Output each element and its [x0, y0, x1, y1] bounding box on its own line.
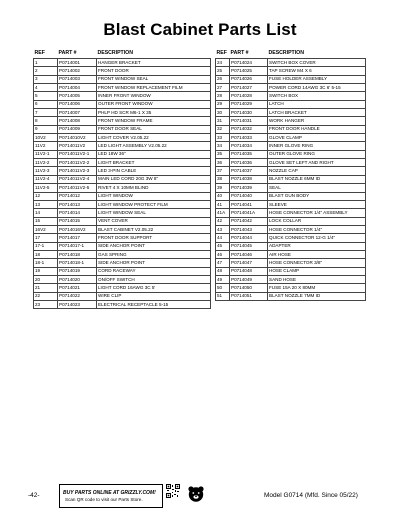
ref-cell: 27	[216, 84, 230, 92]
description-cell: FUSE 15A 20 X 80MM	[268, 284, 366, 292]
table-row	[34, 209, 211, 217]
description-cell: LIGHT BRACKET	[97, 159, 211, 167]
description-cell: OUTER FRONT WINDOW	[97, 100, 211, 108]
description-cell: GLOVE SET LEFT AND RIGHT	[268, 159, 366, 167]
part-number-cell: P0714014	[58, 209, 97, 217]
table-row	[34, 175, 211, 183]
description-cell: QUICK CONNECTOR 12-G 1/4"	[268, 234, 366, 242]
ref-cell: 46	[216, 250, 230, 258]
part-number-cell: P0714050	[230, 284, 268, 292]
part-number-cell: P0714037	[230, 167, 268, 175]
ref-cell: 15	[34, 217, 58, 225]
ref-cell: 7	[34, 109, 58, 117]
ref-cell: 16V2	[34, 225, 58, 233]
model-info: Model G0714 (Mfd. Since 05/22)	[264, 492, 358, 499]
description-cell: SLEEVE	[268, 200, 366, 208]
ref-cell: 11V2-4	[34, 175, 58, 183]
ref-cell: 36	[216, 159, 230, 167]
table-row	[34, 167, 211, 175]
description-cell: LIGHT COVER V2.05.22	[97, 134, 211, 142]
column-header-description: DESCRIPTION	[268, 50, 304, 56]
description-cell: POWER CORD 14AWG 3C 6' 5-15	[268, 84, 366, 92]
description-cell: FRONT DOOR HANDLE	[268, 125, 366, 133]
description-cell: SWITCH BOX	[268, 92, 366, 100]
description-cell: FRONT DOOR SEAL	[97, 125, 211, 133]
table-row	[34, 84, 211, 92]
description-cell: LIGHT WINDOW PROTECT FILM	[97, 200, 211, 208]
description-cell: GLOVE CLAMP	[268, 134, 366, 142]
description-cell: AIR HOSE	[268, 250, 366, 258]
table-row	[216, 209, 366, 217]
ref-cell: 28	[216, 92, 230, 100]
part-number-cell: P0714039	[230, 184, 268, 192]
table-row	[216, 184, 366, 192]
ref-cell: 20	[34, 275, 58, 283]
page-title: Blast Cabinet Parts List	[103, 20, 297, 39]
table-row	[216, 100, 366, 108]
part-number-cell: P0714025	[230, 67, 268, 75]
part-number-cell: P0714044	[230, 234, 268, 242]
part-number-cell: P0714002	[58, 67, 97, 75]
part-number-cell: P0714024	[230, 59, 268, 67]
table-row	[34, 117, 211, 125]
column-header-part: PART #	[58, 50, 77, 56]
part-number-cell: P0714043	[230, 225, 268, 233]
ref-cell: 11V2-1	[34, 150, 58, 158]
part-number-cell: P0714023	[58, 300, 97, 308]
table-row	[34, 75, 211, 83]
table-row	[34, 59, 211, 67]
description-cell: INNER FRONT WINDOW	[97, 92, 211, 100]
description-cell: LATCH BRACKET	[268, 109, 366, 117]
ref-cell: 51	[216, 292, 230, 300]
description-cell: FRONT DOOR	[97, 67, 211, 75]
table-row	[216, 192, 366, 200]
description-cell: INNER GLOVE RING	[268, 142, 366, 150]
ref-cell: 50	[216, 284, 230, 292]
part-number-cell: P0714019	[58, 267, 97, 275]
part-number-cell: P0714006	[58, 100, 97, 108]
description-cell: HOSE CONNECTOR 1/4" ASSEMBLY	[268, 209, 366, 217]
table-row	[34, 100, 211, 108]
part-number-cell: P0714022	[58, 292, 97, 300]
table-row	[216, 242, 366, 250]
table-row	[216, 67, 366, 75]
part-number-cell: P0714045	[230, 242, 268, 250]
table-row	[34, 292, 211, 300]
table-row	[34, 242, 211, 250]
ref-cell: 44	[216, 234, 230, 242]
part-number-cell: P0714012	[58, 192, 97, 200]
table-row	[34, 267, 211, 275]
table-row	[216, 125, 366, 133]
part-number-cell: P0714011V2-5	[58, 184, 97, 192]
description-cell: VENT COVER	[97, 217, 211, 225]
page-number: -42-	[28, 492, 40, 499]
table-row	[216, 292, 366, 300]
part-number-cell: P0714018-1	[58, 259, 97, 267]
ref-cell: 18	[34, 250, 58, 258]
table-row	[216, 150, 366, 158]
ref-cell: 41	[216, 200, 230, 208]
part-number-cell: P0714003	[58, 75, 97, 83]
table-row	[34, 184, 211, 192]
part-number-cell: P0714004	[58, 84, 97, 92]
parts-table-left	[33, 50, 211, 309]
part-number-cell: P0714035	[230, 150, 268, 158]
ref-cell: 17-1	[34, 242, 58, 250]
part-number-cell: P0714016V2	[58, 225, 97, 233]
table-header-row	[34, 50, 211, 59]
promo-headline: BUY PARTS ONLINE AT GRIZZLY.COM!	[63, 490, 156, 496]
part-number-cell: P0714017	[58, 234, 97, 242]
part-number-cell: P0714047	[230, 259, 268, 267]
description-cell: WIRE CLIP	[97, 292, 211, 300]
part-number-cell: P0714038	[230, 175, 268, 183]
ref-cell: 45	[216, 242, 230, 250]
table-row	[216, 267, 366, 275]
part-number-cell: P0714020	[58, 275, 97, 283]
table-row	[216, 109, 366, 117]
part-number-cell: P0714011V2-2	[58, 159, 97, 167]
part-number-cell: P0714011V2-1	[58, 150, 97, 158]
part-number-cell: P0714011V2-4	[58, 175, 97, 183]
ref-cell: 13	[34, 200, 58, 208]
ref-cell: 49	[216, 275, 230, 283]
part-number-cell: P0714040	[230, 192, 268, 200]
part-number-cell: P0714009	[58, 125, 97, 133]
description-cell: LED LIGHT ASSEMBLY V2.05.22	[97, 142, 211, 150]
ref-cell: 38	[216, 175, 230, 183]
table-row	[216, 159, 366, 167]
table-row	[216, 59, 366, 67]
table-row	[216, 167, 366, 175]
ref-cell: 17	[34, 234, 58, 242]
table-row	[34, 134, 211, 142]
part-number-cell: P0714049	[230, 275, 268, 283]
ref-cell: 29	[216, 100, 230, 108]
description-cell: HANGER BRACKET	[97, 59, 211, 67]
description-cell: HOSE CLAMP	[268, 267, 366, 275]
ref-cell: 5	[34, 92, 58, 100]
description-cell: HOSE CONNECTOR 1/4"	[268, 225, 366, 233]
column-header-description: DESCRIPTION	[97, 50, 133, 56]
page-footer	[0, 484, 400, 514]
part-number-cell: P0714011V2	[58, 142, 97, 150]
description-cell: LATCH	[268, 100, 366, 108]
ref-cell: 11V2-2	[34, 159, 58, 167]
ref-cell: 10V2	[34, 134, 58, 142]
description-cell: SWITCH BOX COVER	[268, 59, 366, 67]
description-cell: GAS SPRING	[97, 250, 211, 258]
part-number-cell: P0714015	[58, 217, 97, 225]
ref-cell: 18-1	[34, 259, 58, 267]
table-row	[216, 92, 366, 100]
qr-code-icon[interactable]	[166, 484, 180, 498]
ref-cell: 23	[34, 300, 58, 308]
table-row	[34, 159, 211, 167]
ref-cell: 2	[34, 67, 58, 75]
ref-cell: 32	[216, 125, 230, 133]
description-cell: HOSE CONNECTOR 3/8"	[268, 259, 366, 267]
ref-cell: 8	[34, 117, 58, 125]
table-row	[216, 175, 366, 183]
part-number-cell: P0714027	[230, 84, 268, 92]
table-row	[216, 284, 366, 292]
part-number-cell: P0714051	[230, 292, 268, 300]
column-header-part: PART #	[230, 50, 249, 56]
table-row	[34, 217, 211, 225]
table-row	[34, 92, 211, 100]
description-cell: FRONT WINDOW SEAL	[97, 75, 211, 83]
part-number-cell: P0714011V2-3	[58, 167, 97, 175]
table-row	[216, 142, 366, 150]
description-cell: MAIN LED CORD 20G 3W 8"	[97, 175, 211, 183]
table-row	[216, 217, 366, 225]
grizzly-bear-logo-icon	[187, 485, 205, 503]
parts-table-right	[215, 50, 366, 301]
table-row	[216, 200, 366, 208]
description-cell: WORK HANGER	[268, 117, 366, 125]
table-row	[34, 300, 211, 308]
description-cell: CORD RACEWAY	[97, 267, 211, 275]
column-header-ref: REF	[34, 50, 45, 56]
part-number-cell: P0714005	[58, 92, 97, 100]
table-row	[216, 134, 366, 142]
description-cell: ELECTRICAL RECEPTACLE 5-15	[97, 300, 211, 308]
part-number-cell: P0714017-1	[58, 242, 97, 250]
table-row	[34, 200, 211, 208]
description-cell: BLAST GUN BODY	[268, 192, 366, 200]
ref-cell: 6	[34, 100, 58, 108]
part-number-cell: P0714008	[58, 117, 97, 125]
table-row	[216, 84, 366, 92]
ref-cell: 14	[34, 209, 58, 217]
description-cell: PHLP HD SCR M6-1 X 35	[97, 109, 211, 117]
description-cell: ADAPTER	[268, 242, 366, 250]
description-cell: ON/OFF SWITCH	[97, 275, 211, 283]
table-row	[216, 259, 366, 267]
table-row	[34, 259, 211, 267]
description-cell: LIGHT WINDOW	[97, 192, 211, 200]
description-cell: FRONT WINDOW FRAME	[97, 117, 211, 125]
ref-cell: 43	[216, 225, 230, 233]
table-row	[34, 275, 211, 283]
part-number-cell: P0714001	[58, 59, 97, 67]
table-row	[34, 192, 211, 200]
ref-cell: 22	[34, 292, 58, 300]
part-number-cell: P0714026	[230, 75, 268, 83]
ref-cell: 12	[34, 192, 58, 200]
description-cell: TAP SCREW M4 X 6	[268, 67, 366, 75]
description-cell: BLAST NOZZLE 6MM ID	[268, 175, 366, 183]
ref-cell: 41A	[216, 209, 230, 217]
ref-cell: 37	[216, 167, 230, 175]
table-row	[216, 275, 366, 283]
table-row	[34, 234, 211, 242]
parts-store-promo[interactable]	[59, 484, 163, 508]
ref-cell: 3	[34, 75, 58, 83]
part-number-cell: P0714046	[230, 250, 268, 258]
ref-cell: 9	[34, 125, 58, 133]
part-number-cell: P0714036	[230, 159, 268, 167]
part-number-cell: P0714030	[230, 109, 268, 117]
table-row	[216, 225, 366, 233]
table-row	[216, 234, 366, 242]
part-number-cell: P0714041A	[230, 209, 268, 217]
ref-cell: 31	[216, 117, 230, 125]
table-row	[34, 150, 211, 158]
part-number-cell: P0714029	[230, 100, 268, 108]
part-number-cell: P0714032	[230, 125, 268, 133]
part-number-cell: P0714033	[230, 134, 268, 142]
ref-cell: 34	[216, 142, 230, 150]
column-header-ref: REF	[216, 50, 227, 56]
description-cell: FUSE HOLDER ASSEMBLY	[268, 75, 366, 83]
ref-cell: 26	[216, 75, 230, 83]
part-number-cell: P0714010V2	[58, 134, 97, 142]
ref-cell: 21	[34, 284, 58, 292]
table-row	[34, 225, 211, 233]
part-number-cell: P0714013	[58, 200, 97, 208]
description-cell: SIDE ANCHOR POINT	[97, 259, 211, 267]
part-number-cell: P0714041	[230, 200, 268, 208]
description-cell: LED 18W 36"	[97, 150, 211, 158]
description-cell: LIGHT CORD 16AWG 3C 5'	[97, 284, 211, 292]
part-number-cell: P0714042	[230, 217, 268, 225]
description-cell: LED 3-PIN CABLE	[97, 167, 211, 175]
table-row	[216, 117, 366, 125]
ref-cell: 35	[216, 150, 230, 158]
description-cell: BLAST CABINET V2.05.22	[97, 225, 211, 233]
description-cell: FRONT DOOR SUPPORT	[97, 234, 211, 242]
ref-cell: 33	[216, 134, 230, 142]
part-number-cell: P0714021	[58, 284, 97, 292]
description-cell: RIVET 4 X 10MM BLIND	[97, 184, 211, 192]
ref-cell: 1	[34, 59, 58, 67]
description-cell: SEAL	[268, 184, 366, 192]
ref-cell: 47	[216, 259, 230, 267]
description-cell: BLAST NOZZLE 7MM ID	[268, 292, 366, 300]
table-row	[34, 250, 211, 258]
promo-subtext: Scan QR code to visit our Parts Store.	[65, 497, 143, 502]
ref-cell: 39	[216, 184, 230, 192]
ref-cell: 19	[34, 267, 58, 275]
description-cell: OUTER GLOVE RING	[268, 150, 366, 158]
ref-cell: 48	[216, 267, 230, 275]
ref-cell: 30	[216, 109, 230, 117]
table-row	[34, 109, 211, 117]
ref-cell: 24	[216, 59, 230, 67]
part-number-cell: P0714007	[58, 109, 97, 117]
ref-cell: 40	[216, 192, 230, 200]
ref-cell: 25	[216, 67, 230, 75]
description-cell: LIGHT WINDOW SEAL	[97, 209, 211, 217]
table-row	[34, 125, 211, 133]
table-row	[34, 284, 211, 292]
part-number-cell: P0714028	[230, 92, 268, 100]
ref-cell: 4	[34, 84, 58, 92]
ref-cell: 11V2	[34, 142, 58, 150]
table-row	[34, 67, 211, 75]
table-row	[216, 250, 366, 258]
ref-cell: 11V2-3	[34, 167, 58, 175]
description-cell: SIDE ANCHOR POINT	[97, 242, 211, 250]
description-cell: FRONT WINDOW REPLACEMENT FILM	[97, 84, 211, 92]
table-row	[216, 75, 366, 83]
ref-cell: 11V2-5	[34, 184, 58, 192]
table-header-row	[216, 50, 366, 59]
part-number-cell: P0714031	[230, 117, 268, 125]
description-cell: LOCK COLLAR	[268, 217, 366, 225]
description-cell: NOZZLE CAP	[268, 167, 366, 175]
description-cell: SAND HOSE	[268, 275, 366, 283]
part-number-cell: P0714034	[230, 142, 268, 150]
part-number-cell: P0714018	[58, 250, 97, 258]
table-row	[34, 142, 211, 150]
part-number-cell: P0714048	[230, 267, 268, 275]
ref-cell: 42	[216, 217, 230, 225]
